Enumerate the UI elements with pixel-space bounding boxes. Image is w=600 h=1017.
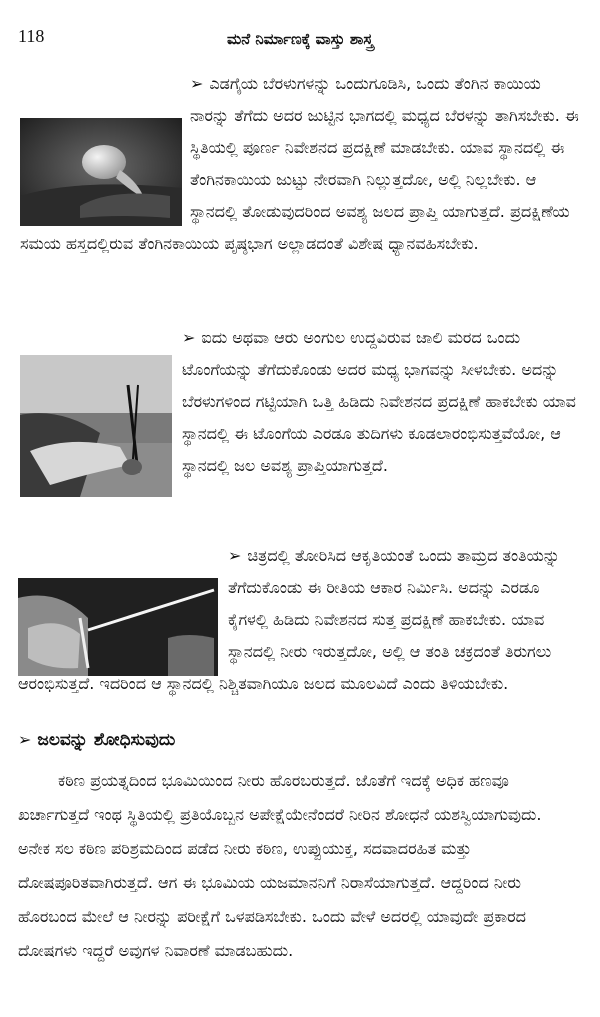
- bullet-arrow-icon: ➢: [18, 730, 32, 749]
- bullet-paragraph-twig: ➢ ಐದು ಅಥವಾ ಆರು ಅಂಗುಲ ಉದ್ದವಿರುವ ಜಾಲಿ ಮರದ ಒಂದು ಟೊಂಗೆಯನ್ನು ತೆಗೆದುಕೊಂಡು ಅದರ ಮಧ್ಯ ಭಾಗವನ್ನು ಸೀಳಬೇಕು. ಅದನ್ನು ಬೆರಳುಗಳಿಂದ ಗಟ್ಟಿಯಾಗಿ ಒತ್ತಿ ಹಿಡಿದು ನಿವೇಶನದ ಪ್ರದಕ್ಷಿಣೆ ಹಾಕಬೇಕು ಯಾವ ಸ್ಥಾನದಲ್ಲಿ ಈ ಟೊಂಗೆಯ ಎರಡೂ ತುದಿಗಳು ಕೂಡಲಾರಂಭಿಸುತ್ತವೆಯೋ, ಆ ಸ್ಥಾನದಲ್ಲಿ ಜಲ ಅವಶ್ಯ ಪ್ರಾಪ್ತಿಯಾಗುತ್ತದೆ.: [182, 328, 576, 475]
- bullet-arrow-icon: ➢: [182, 328, 196, 347]
- bullet-arrow-icon: ➢: [190, 74, 204, 93]
- body-paragraph: ಕಠಿಣ ಪ್ರಯತ್ನದಿಂದ ಭೂಮಿಯಿಂದ ನೀರು ಹೊರಬರುತ್ತದೆ. ಜೊತೆಗೆ ಇದಕ್ಕೆ ಅಧಿಕ ಹಣವೂ ಖರ್ಚಾಗುತ್ತದೆ ಇಂಥ ಸ್ಥಿತಿಯಲ್ಲಿ ಪ್ರತಿಯೊಬ್ಬನ ಅಪೇಕ್ಷೆಯೇನೆಂದರೆ ನೀರಿನ ಶೋಧನೆ ಯಶಸ್ವಿಯಾಗುವುದು. ಅನೇಕ ಸಲ ಕಠಿಣ ಪರಿಶ್ರಮದಿಂದ ಪಡೆದ ನೀರು ಕಠಿಣ, ಉಪ್ಪುಯುಕ್ತ, ಸದವಾದರಹಿತ ಮತ್ತು ದೋಷಪೂರಿತವಾಗಿರುತ್ತದೆ. ಆಗ ಈ ಭೂಮಿಯ ಯಜಮಾನನಿಗೆ ನಿರಾಸೆಯಾಗುತ್ತದೆ. ಆದ್ದರಿಂದ ನೀರು ಹೊರಬಂದ ಮೇಲೆ ಆ ನೀರನ್ನು ಪರೀಕ್ಷೆಗೆ ಒಳಪಡಿಸಬೇಕು. ಒಂದು ವೇಳೆ ಅದರಲ್ಲಿ ಯಾವುದೇ ಪ್ರಕಾರದ ದೋಷಗಳು ಇದ್ದರೆ ಅವುಗಳ ನಿವಾರಣೆ ಮಾಡಬಹುದು.: [18, 771, 542, 960]
- bullet-paragraph-coconut: ➢ ಎಡಗೈಯ ಬೆರಳುಗಳನ್ನು ಒಂದುಗೂಡಿಸಿ, ಒಂದು ತೆಂಗಿನ ಕಾಯಿಯ ನಾರನ್ನು ತೆಗೆದು ಅದರ ಜುಟ್ಟಿನ ಭಾಗದಲ್ಲಿ ಮಧ್ಯದ ಬೆರಳನ್ನು ತಾಗಿಸಬೇಕು. ಈ ಸ್ಥಿತಿಯಲ್ಲಿ ಪೂರ್ಣ ನಿವೇಶನದ ಪ್ರದಕ್ಷಿಣೆ ಮಾಡಬೇಕು. ಯಾವ ಸ್ಥಾನದಲ್ಲಿ ಈ ತೆಂಗಿನಕಾಯಿಯ ಜುಟ್ಟು ನೇರವಾಗಿ ನಿಲ್ಲುತ್ತದೋ, ಅಲ್ಲಿ ನಿಲ್ಲಬೇಕು. ಆ ಸ್ಥಾನದಲ್ಲಿ ತೋಡುವುದರಿಂದ ಅವಶ್ಯ ಜಲದ ಪ್ರಾಪ್ತಿ ಯಾಗುತ್ತದೆ. ಪ್ರದಕ್ಷಿಣೆಯ ಸಮಯ ಹಸ್ತದಲ್ಲಿರುವ ತೆಂಗಿನಕಾಯಿಯ ಪೃಷ್ಠಭಾಗ ಅಲ್ಲಾಡದಂತೆ ವಿಶೇಷ ಧ್ಯಾನವಹಿಸಬೇಕು.: [20, 74, 579, 253]
- bullet-paragraph-copper-wire: ➢ ಚಿತ್ರದಲ್ಲಿ ತೋರಿಸಿದ ಆಕೃತಿಯಂತೆ ಒಂದು ತಾಮ್ರದ ತಂತಿಯನ್ನು ತೆಗೆದುಕೊಂಡು ಈ ರೀತಿಯ ಆಕಾರ ನಿರ್ಮಿಸಿ. ಅದನ್ನು ಎರಡೂ ಕೈಗಳಲ್ಲಿ ಹಿಡಿದು ನಿವೇಶನದ ಸುತ್ತ ಪ್ರದಕ್ಷಿಣೆ ಹಾಕಬೇಕು. ಯಾವ ಸ್ಥಾನದಲ್ಲಿ ನೀರು ಇರುತ್ತದೋ, ಅಲ್ಲಿ ಆ ತಂತಿ ಚಕ್ರದಂತೆ ತಿರುಗಲು ಆರಂಭಿಸುತ್ತದೆ. ಇದರಿಂದ ಆ ಸ್ಥಾನದಲ್ಲಿ ನಿಶ್ಚಿತವಾಗಿಯೂ ಜಲದ ಮೂಲವಿದೆ ಎಂದು ತಿಳಿಯಬೇಕು.: [18, 546, 560, 693]
- section-heading: ➢ ಜಲವನ್ನು ಶೋಧಿಸುವುದು: [18, 730, 176, 750]
- page-number: 118: [18, 26, 45, 46]
- bullet-arrow-icon: ➢: [228, 546, 242, 565]
- running-title: ಮನೆ ನಿರ್ಮಾಣಕ್ಕೆ ವಾಸ್ತು ಶಾಸ್ತ್ರ: [226, 30, 374, 48]
